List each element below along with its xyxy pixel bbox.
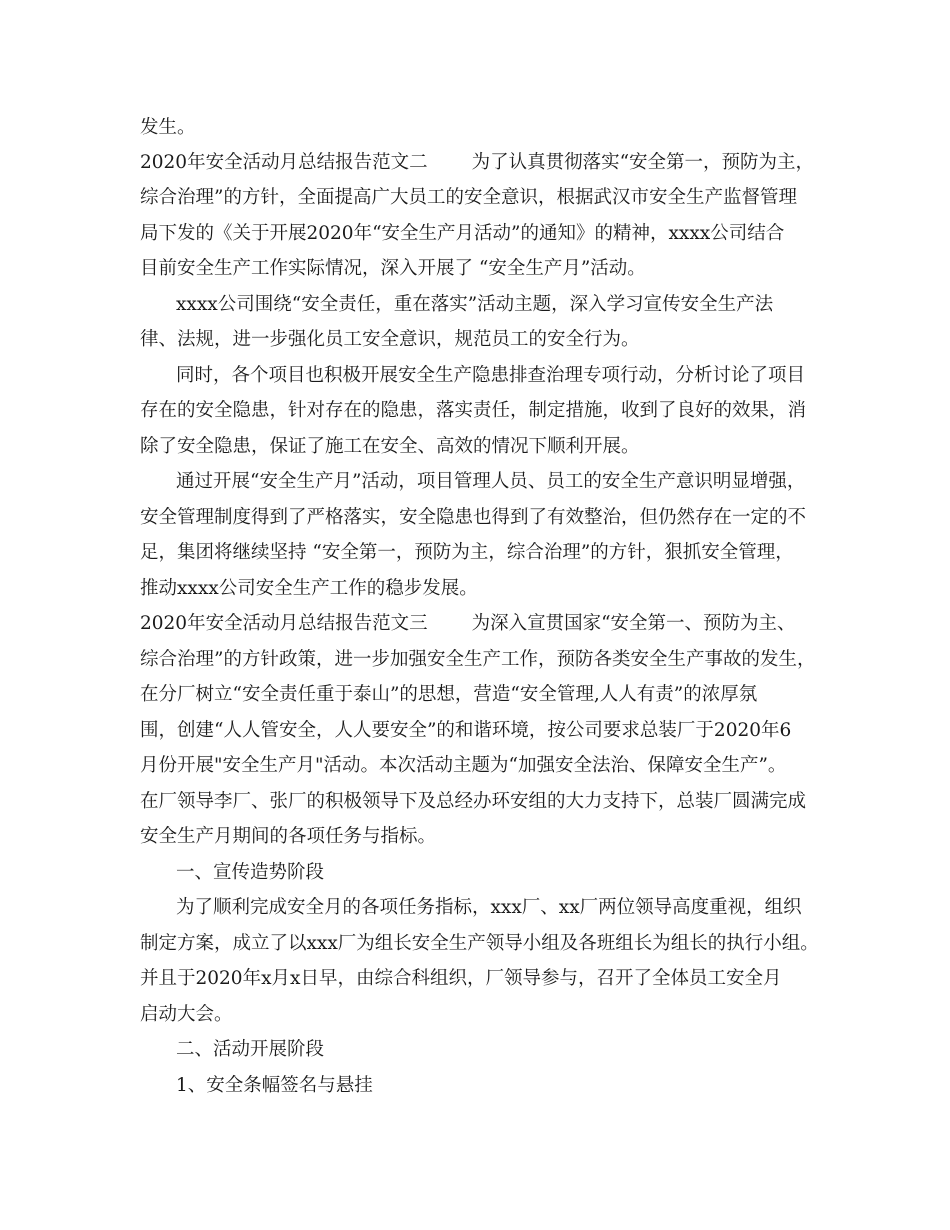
section-title: 2020年安全活动月总结报告范文二 <box>140 152 428 173</box>
text-line: 综合治理”的方针政策，进一步加强安全生产工作，预防各类安全生产事故的发生， <box>140 649 816 670</box>
subheading: 1、安全条幅签名与悬挂 <box>176 1075 373 1096</box>
text-line: 制定方案，成立了以xxx厂为组长安全生产领导小组及各班组长为组长的执行小组。 <box>140 933 819 954</box>
text-line: 在厂领导李厂、张厂的积极领导下及总经办环安组的大力支持下，总装厂圆满完成 <box>140 791 807 812</box>
text-line: 同时，各个项目也积极开展安全生产隐患排查治理专项行动，分析讨论了项目 <box>176 365 806 386</box>
text-line: 在分厂树立“安全责任重于泰山”的思想，营造“安全管理,人人有责”的浓厚氛 <box>140 684 758 705</box>
text-line: 月份开展"安全生产月"活动。本次活动主题为“加强安全法治、保障安全生产”。 <box>140 755 787 776</box>
text-span: 为了认真贯彻落实“安全第一，预防为主， <box>471 152 815 173</box>
text-line: 综合治理”的方针，全面提高广大员工的安全意识，根据武汉市安全生产监督管理 <box>140 187 797 208</box>
text-line: 发生。 <box>140 117 196 138</box>
text-line: 启动大会。 <box>140 1004 233 1025</box>
text-line: 安全生产月期间的各项任务与指标。 <box>140 826 437 847</box>
section-heading-line <box>140 148 814 178</box>
subheading: 一、宣传造势阶段 <box>176 862 325 883</box>
text-span: 为深入宣贯国家“安全第一、预防为主、 <box>471 613 796 634</box>
section-title: 2020年安全活动月总结报告范文三 <box>140 613 428 634</box>
text-line: 并且于2020年x月x日早，由综合科组织，厂领导参与，召开了全体员工安全月 <box>140 968 782 989</box>
text-line: 局下发的《关于开展2020年“安全生产月活动”的通知》的精神，xxxx公司结合 <box>140 223 785 244</box>
text-line: 围，创建“人人管安全，人人要安全”的和谐环境，按公司要求总装厂于2020年6 <box>140 720 792 741</box>
subheading: 二、活动开展阶段 <box>176 1039 325 1060</box>
section-heading-line <box>140 609 796 639</box>
text-line: 通过开展“安全生产月”活动，项目管理人员、员工的安全生产意识明显增强， <box>176 471 806 492</box>
text-line: 律、法规，进一步强化员工安全意识，规范员工的安全行为。 <box>140 329 640 350</box>
text-line: 存在的安全隐患，针对存在的隐患，落实责任，制定措施，收到了良好的效果，消 <box>140 400 807 421</box>
text-line: 推动xxxx公司安全生产工作的稳步发展。 <box>140 578 478 599</box>
text-line: 为了顺利完成安全月的各项任务指标，xxx厂、xx厂两位领导高度重视，组织 <box>176 897 802 918</box>
text-line: 除了安全隐患，保证了施工在安全、高效的情况下顺利开展。 <box>140 436 640 457</box>
text-line: 安全管理制度得到了严格落实，安全隐患也得到了有效整治，但仍然存在一定的不 <box>140 507 807 528</box>
text-line: 目前安全生产工作实际情况，深入开展了 “安全生产月”活动。 <box>140 258 646 279</box>
text-line: xxxx公司围绕“安全责任，重在落实”活动主题，深入学习宣传安全生产法 <box>176 294 774 315</box>
text-line: 足，集团将继续坚持 “安全第一，预防为主，综合治理”的方针，狠抓安全管理， <box>140 542 794 563</box>
